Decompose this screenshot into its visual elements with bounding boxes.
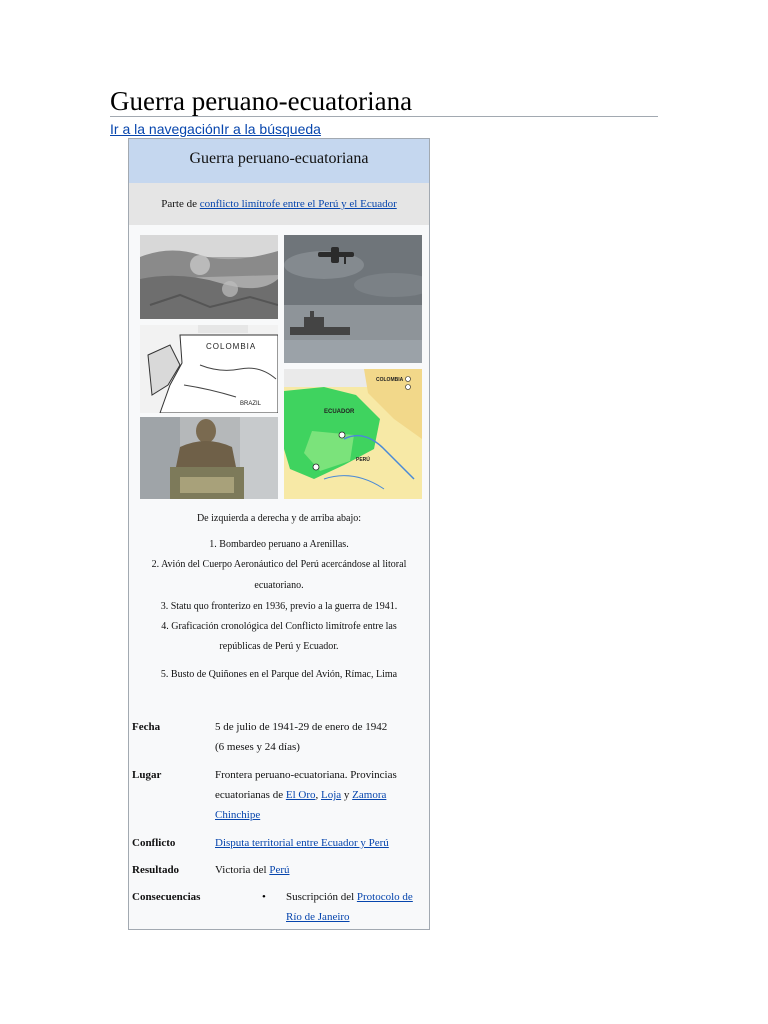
row-label-lugar: Lugar (132, 769, 162, 781)
map-colombia-label: COLOMBIA (206, 342, 257, 351)
link-zamora[interactable]: Zamora (352, 789, 387, 801)
fecha-line-2: (6 meses y 24 días) (215, 741, 300, 753)
link-peru[interactable]: Perú (269, 864, 290, 876)
page-title: Guerra peruano-ecuatoriana (110, 86, 413, 116)
map-conflicto-cronologico[interactable] (284, 369, 422, 499)
link-loja[interactable]: Loja (321, 789, 342, 801)
lugar-line-2 (215, 785, 415, 805)
consecuencias-line-1 (286, 887, 426, 907)
link-el-oro[interactable]: El Oro (285, 789, 316, 801)
part-of-link[interactable]: conflicto limítrofe entre el Perú y el Ecuador (199, 198, 397, 210)
caption-line-3: 3. Statu quo fronterizo en 1936, previo a la guerra de 1941. (160, 601, 398, 612)
map-ecuador-label: ECUADOR (324, 409, 355, 415)
part-of-prefix: Parte de (161, 198, 200, 210)
photo-busto-quinones[interactable] (140, 417, 278, 499)
row-label-consecuencias: Consecuencias (132, 891, 201, 903)
caption-line-2b: ecuatoriano. (254, 580, 304, 591)
caption-line-2a: 2. Avión del Cuerpo Aeronáutico del Perú acercándose al litoral (151, 559, 407, 570)
consecuencias-line-2 (286, 907, 426, 927)
lugar-line-3 (215, 805, 415, 825)
jump-links[interactable]: Ir a la navegaciónIr a la búsqueda (110, 121, 321, 137)
link-disputa-territorial[interactable]: Disputa territorial entre Ecuador y Perú (215, 837, 389, 849)
lugar-line-1: Frontera peruano-ecuatoriana. Provincias (215, 769, 397, 781)
link-protocolo-a[interactable]: Protocolo de (356, 891, 413, 903)
fecha-line-1: 5 de julio de 1941-29 de enero de 1942 (215, 721, 388, 733)
row-value-fecha (215, 717, 415, 757)
link-chinchipe[interactable]: Chinchipe (215, 809, 261, 821)
row-value-consecuencias (286, 887, 426, 927)
map-brazil-label: BRAZIL (240, 401, 262, 407)
consecuencias-text: Suscripción del (286, 891, 357, 903)
infobox-part-of (129, 183, 429, 225)
infobox (128, 138, 430, 930)
row-label-conflicto: Conflicto (132, 837, 176, 849)
photo-avion[interactable] (284, 235, 422, 363)
map-colombia2-label: COLOMBIA (376, 377, 404, 383)
row-label-resultado: Resultado (132, 864, 180, 876)
caption-line-5: 5. Busto de Quiñones en el Parque del Avión, Rímac, Lima (160, 669, 398, 680)
resultado-text: Victoria del (215, 864, 270, 876)
bullet-icon: • (262, 891, 266, 903)
map-statu-quo-1936[interactable] (140, 325, 278, 413)
infobox-header: Guerra peruano-ecuatoriana (129, 139, 429, 183)
caption-intro: De izquierda a derecha y de arriba abajo: (196, 513, 362, 524)
photo-bombardeo[interactable] (140, 235, 278, 319)
lugar-sep-2: y (341, 789, 353, 801)
row-label-fecha: Fecha (132, 721, 161, 733)
caption-line-4a: 4. Graficación cronológica del Conflicto limítrofe entre las (161, 621, 397, 632)
row-value-lugar (215, 765, 415, 825)
title-divider (110, 116, 658, 117)
map-peru-label: PERÚ (356, 457, 370, 463)
row-value-conflicto (215, 833, 415, 853)
link-protocolo-b[interactable]: Río de Janeiro (286, 911, 350, 923)
lugar-text-2: ecuatorianas de (215, 789, 286, 801)
caption-line-4b: repúblicas de Perú y Ecuador. (219, 641, 339, 652)
lugar-sep-1: , (315, 789, 321, 801)
row-value-resultado (215, 860, 415, 880)
caption-line-1: 1. Bombardeo peruano a Arenillas. (209, 539, 349, 550)
